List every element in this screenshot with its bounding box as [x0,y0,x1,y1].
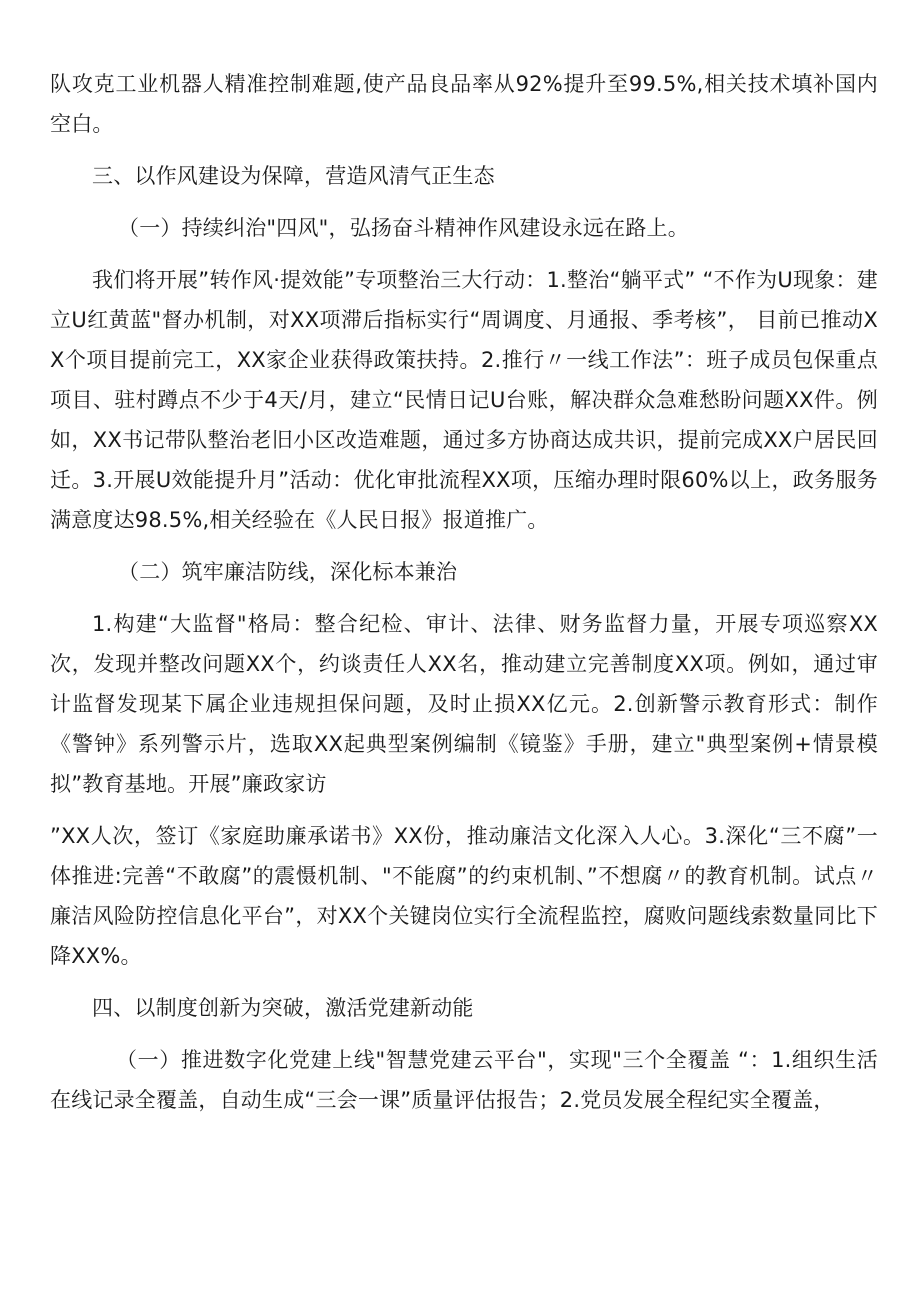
paragraph-supervision: 1.构建“大监督"格局：整合纪检、审计、法律、财务监督力量，开展专项巡察XX次，发现并整改问题XX个，约谈责任人XX名，推动建立完善制度XX项。例如，通过审计监督发现某下属企业违规担保问题，及时止损XX亿元。2.创新警示教育形式：制作《警钟》系列警示片，选取XX起典型案例编制《镜鉴》手册，建立"典型案例+情景模拟”教育基地。开展”廉政家访 [50,612,878,796]
paragraph-digital-party: （一）推进数字化党建上线"智慧党建云平台"，实现"三个全覆盖 “：1.组织生活在线记录全覆盖，自动生成“三会一课”质量评估报告；2.党员发展全程纪实全覆盖， [50,1048,878,1112]
document-body [50,64,878,1132]
section-heading-3: 三、以作风建设为保障，营造风清气正生态 [92,164,495,188]
sub-heading-3-1: （一）持续纠治"四风"，弘扬奋斗精神作风建设永远在路上。 [118,216,689,240]
paragraph-work-style: 我们将开展”转作风·提效能”专项整治三大行动：1.整治“躺平式” “不作为U现象：建立U红黄蓝"督办机制，对XX项滞后指标实行“周调度、月通报、季考核”， 目前已推动XX个项目提前完工，XX家企业获得政策扶持。2.推行〃一线工作法”：班子成员包保重点项目、驻村蹲点不少于4天/月，建立“民情日记U台账，解决群众急难愁盼问题XX件。例如，XX书记带队整治老旧小区改造难题，通过多方协商达成共识，提前完成XX户居民回迁。3.开展U效能提升月”活动：优化审批流程XX项，压缩办理时限60%以上，政务服务满意度达98.5%,相关经验在《人民日报》报道推广。 [50,268,878,532]
sub-heading-3-2: （二）筑牢廉洁防线，深化标本兼治 [118,560,458,584]
paragraph-integrity: ”XX人次，签订《家庭助廉承诺书》XX份，推动廉洁文化深入人心。3.深化“三不腐”一体推进:完善“不敢腐”的震慑机制、"不能腐”的约束机制、”不想腐〃的教育机制。试点〃廉洁风险防控信息化平台”，对XX个关键岗位实行全流程监控，腐败问题线索数量同比下降XX%。 [50,824,878,968]
section-heading-4: 四、以制度创新为突破，激活党建新动能 [92,996,474,1020]
paragraph-continuation: 队攻克工业机器人精准控制难题,使产品良品率从92%提升至99.5%,相关技术填补国内空白。 [50,72,878,136]
